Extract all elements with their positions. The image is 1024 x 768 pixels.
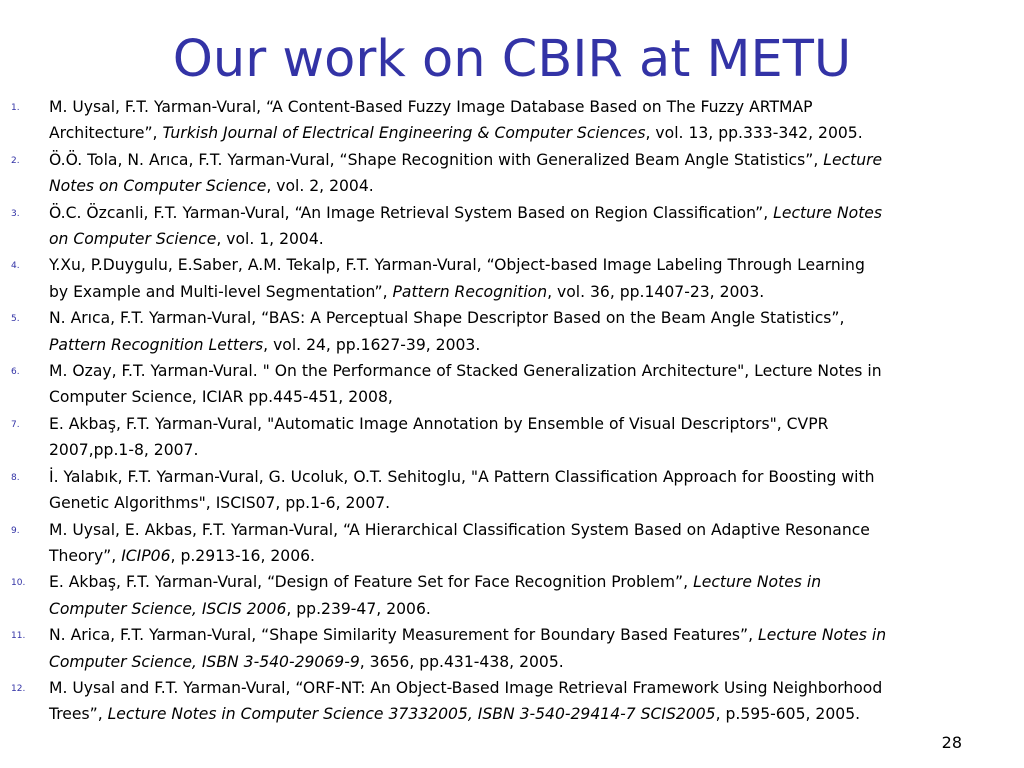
reference-line: M. Uysal, F.T. Yarman-Vural, “A Content-Based Fuzzy Image Database Based on The Fuzzy ARTMAP xyxy=(49,98,813,116)
list-number: 7. xyxy=(11,419,20,430)
reference-line: Ö.C. Özcanli, F.T. Yarman-Vural, “An Image Retrieval System Based on Region Classification”, Lecture Notes xyxy=(49,203,883,222)
journal-title: on Computer Science xyxy=(49,230,217,249)
reference-line: E. Akbaş, F.T. Yarman-Vural, “Design of Feature Set for Face Recognition Problem”, Lecture Notes in xyxy=(49,573,822,592)
reference-line: N. Arıca, F.T. Yarman-Vural, “BAS: A Perceptual Shape Descriptor Based on the Beam Angle Statistics”, xyxy=(49,309,845,328)
list-number: 1. xyxy=(11,103,20,113)
list-number: 9. xyxy=(11,525,20,536)
list-number: 3. xyxy=(11,208,20,219)
reference-line: M. Ozay, F.T. Yarman-Vural. " On the Performance of Stacked Generalization Architecture", Lecture Notes in xyxy=(49,362,882,381)
list-item xyxy=(0,200,1014,253)
reference-line: Y.Xu, P.Duygulu, E.Saber, A.M. Tekalp, F.T. Yarman-Vural, “Object-based Image Labeling Through Learning xyxy=(49,256,865,275)
list-number: 8. xyxy=(11,472,20,483)
list-item xyxy=(0,622,1014,675)
reference-line: Architecture”, Turkish Journal of Electrical Engineering & Computer Sciences, vol. 13, pp.333-342, 2005. xyxy=(49,124,863,143)
journal-title: ICIP06 xyxy=(121,546,171,565)
list-item xyxy=(0,94,1014,147)
reference-line: Computer Science, ISCIS 2006, pp.239-47, 2006. xyxy=(49,599,431,618)
reference-line: M. Uysal, E. Akbas, F.T. Yarman-Vural, “A Hierarchical Classification System Based on Adaptive Resonance xyxy=(49,520,870,539)
reference-line: Computer Science, ICIAR pp.445-451, 2008, xyxy=(49,388,393,407)
journal-title: Computer Science, ISBN 3-540-29069-9 xyxy=(49,652,360,671)
list-item xyxy=(0,358,1014,411)
reference-line: Computer Science, ISBN 3-540-29069-9, 3656, pp.431-438, 2005. xyxy=(49,652,564,671)
slide-title: Our work on CBIR at METU xyxy=(172,30,852,89)
list-number: 4. xyxy=(11,261,20,272)
reference-line: N. Arica, F.T. Yarman-Vural, “Shape Similarity Measurement for Boundary Based Features”, Lecture Notes in xyxy=(49,626,887,645)
journal-title: Computer Science, ISCIS 2006 xyxy=(49,599,287,618)
reference-line: İ. Yalabık, F.T. Yarman-Vural, G. Ucoluk, O.T. Sehitoglu, "A Pattern Classification Approach for Boosting with xyxy=(49,467,875,486)
reference-line: Genetic Algorithms", ISCIS07, pp.1-6, 2007. xyxy=(49,494,391,513)
journal-title: Pattern Recognition Letters xyxy=(49,335,264,354)
reference-line: 2007,pp.1-8, 2007. xyxy=(49,441,199,460)
list-item xyxy=(0,569,1014,622)
list-number: 12. xyxy=(11,683,26,694)
reference-line: Notes on Computer Science, vol. 2, 2004. xyxy=(49,177,374,196)
list-number: 5. xyxy=(11,314,20,325)
reference-list xyxy=(0,94,1024,728)
journal-title: Pattern Recognition xyxy=(392,282,548,301)
journal-title: Lecture xyxy=(823,150,883,169)
journal-title: Lecture Notes in Computer Science 37332005, ISBN 3-540-29414-7 SCIS2005 xyxy=(107,705,716,724)
reference-line: Theory”, ICIP06, p.2913-16, 2006. xyxy=(49,546,316,565)
list-item xyxy=(0,517,1014,570)
reference-line: Ö.Ö. Tola, N. Arıca, F.T. Yarman-Vural, “Shape Recognition with Generalized Beam Angle Statistics”, Lecture xyxy=(49,150,883,169)
list-number: 11. xyxy=(11,631,26,642)
reference-line: Pattern Recognition Letters, vol. 24, pp.1627-39, 2003. xyxy=(49,335,481,354)
journal-title: Lecture Notes xyxy=(773,203,883,222)
list-item xyxy=(0,305,1014,358)
journal-title: Turkish Journal of Electrical Engineering & Computer Sciences xyxy=(162,124,646,143)
reference-line: by Example and Multi-level Segmentation”, Pattern Recognition, vol. 36, pp.1407-23, 2003. xyxy=(49,282,765,301)
journal-title: Lecture Notes in xyxy=(758,626,887,645)
reference-line: Trees”, Lecture Notes in Computer Science 37332005, ISBN 3-540-29414-7 SCIS2005, p.595-605, 2005. xyxy=(49,705,861,724)
list-item xyxy=(0,675,1014,728)
list-item xyxy=(0,147,1014,200)
list-number: 10. xyxy=(11,578,26,589)
list-item xyxy=(0,252,1014,305)
list-item xyxy=(0,411,1014,464)
reference-line: on Computer Science, vol. 1, 2004. xyxy=(49,230,324,249)
reference-line: M. Uysal and F.T. Yarman-Vural, “ORF-NT: An Object-Based Image Retrieval Framework Using Neighborhood xyxy=(49,678,883,697)
list-number: 2. xyxy=(11,155,20,166)
page-number: 28 xyxy=(941,733,962,752)
reference-line: E. Akbaş, F.T. Yarman-Vural, "Automatic Image Annotation by Ensemble of Visual Descriptors", CVPR xyxy=(49,414,829,433)
journal-title: Lecture Notes in xyxy=(693,573,822,592)
journal-title: Notes on Computer Science xyxy=(49,177,267,196)
list-number: 6. xyxy=(11,367,20,378)
list-item xyxy=(0,464,1014,517)
